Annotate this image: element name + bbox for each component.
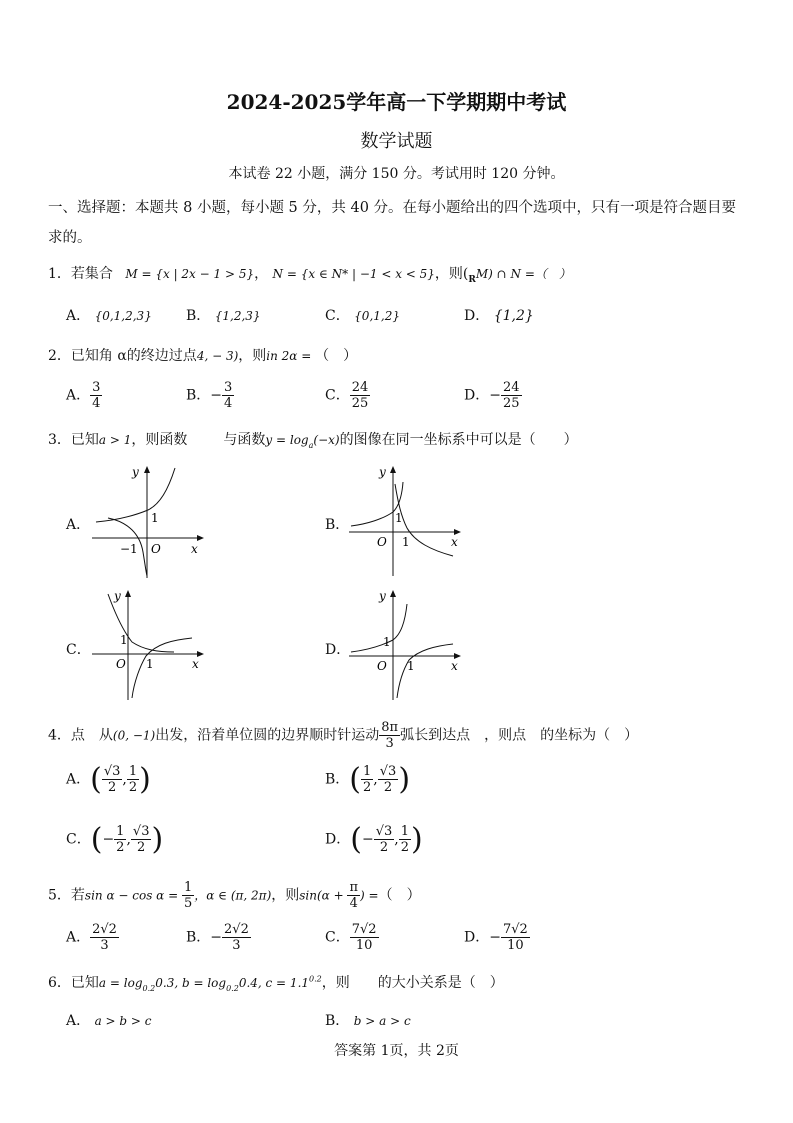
svg-text:x: x	[451, 659, 458, 673]
svg-text:x: x	[451, 535, 458, 549]
q5-option-b[interactable]: B．− $\frac{2√2}{3}$	[186, 922, 249, 953]
svg-text:O: O	[377, 659, 387, 673]
q5-option-c[interactable]: C． $\frac{7√2}{10}$	[325, 922, 377, 953]
question-4: 4．点 从(0, −1)出发，沿着单位圆的边界顺时针运动 $\frac{8\pi}{3}$ 弧长到达点 ，则点 的坐标为（ ）	[48, 720, 639, 751]
set-n: N = {x ∈ N* | −1 < x < 5}	[272, 267, 435, 281]
svg-text:y: y	[132, 465, 139, 479]
svg-text:1: 1	[151, 511, 159, 525]
svg-text:O: O	[151, 542, 161, 556]
q3-option-c[interactable]: C．	[66, 642, 91, 658]
graph-a[interactable]	[88, 462, 210, 582]
graph-d[interactable]	[345, 586, 467, 704]
q1-option-c[interactable]: C． {0,1,2}	[325, 308, 400, 324]
q3-option-b[interactable]: B．	[325, 517, 350, 533]
svg-text:y: y	[379, 465, 386, 479]
svg-text:x: x	[192, 657, 199, 671]
page-title: 2024-2025学年高一下学期期中考试	[226, 90, 567, 114]
graph-c[interactable]	[88, 586, 210, 704]
svg-text:y: y	[379, 589, 386, 603]
q6-option-b[interactable]: B． b > a > c	[325, 1013, 411, 1029]
q2-option-a[interactable]: A． $\frac{3}{4}$	[66, 380, 101, 411]
q4-option-d[interactable]: D．(− $\frac{√3}{2}$ , $\frac{1}{2}$ )	[325, 822, 423, 857]
question-3: 3．已知a > 1，则函数 与函数$y = \log_a(-x)$的图像在同一坐标系中可以是（ ）	[48, 432, 578, 450]
svg-text:1: 1	[402, 535, 410, 549]
question-6: 6．已知$a = \log_{0.2}0.3$, $b = \log_{0.2}0.4$, $c = 1.1^{0.2}$，则 的大小关系是（ ）	[48, 974, 504, 993]
q1-option-a[interactable]: A． {0,1,2,3}	[66, 308, 152, 324]
svg-text:1: 1	[383, 635, 391, 649]
svg-text:1: 1	[407, 659, 415, 673]
q5-option-a[interactable]: A． $\frac{2√2}{3}$	[66, 922, 117, 953]
page-footer: 答案第 1页，共 2页	[334, 1043, 459, 1059]
svg-text:1: 1	[395, 511, 403, 525]
svg-text:y: y	[114, 589, 121, 603]
svg-text:x: x	[191, 542, 198, 556]
section-heading: 一、选择题：本题共 8 小题，每小题 5 分，共 40 分。在每小题给出的四个选项中，只有一项是符合题目要求的。	[48, 200, 737, 246]
question-5: 5．若sin α − cos α = $\frac{1}{5}$ ，α ∈ (π, 2π)，则sin(α + $\frac{\pi}{4}$ ) =（ ）	[48, 880, 421, 911]
page-subtitle: 数学试题	[360, 131, 433, 152]
q6-option-a[interactable]: A． a > b > c	[66, 1013, 152, 1029]
q4-option-a[interactable]: A．( $\frac{√3}{2}$ , $\frac{1}{2}$ )	[66, 762, 151, 797]
graph-b[interactable]	[345, 462, 467, 582]
q1-option-d[interactable]: D． {1,2}	[464, 308, 534, 324]
exam-intro: 本试卷 22 小题，满分 150 分。考试用时 120 分钟。	[228, 166, 565, 182]
q1-option-b[interactable]: B． {1,2,3}	[186, 308, 261, 324]
q4-option-b[interactable]: B．( $\frac{1}{2}$ , $\frac{√3}{2}$ )	[325, 762, 411, 797]
q3-option-a[interactable]: A．	[66, 517, 91, 533]
q2-option-b[interactable]: B．− $\frac{3}{4}$	[186, 380, 233, 411]
q4-option-c[interactable]: C．(− $\frac{1}{2}$ , $\frac{√3}{2}$ )	[66, 822, 164, 857]
q2-option-c[interactable]: C． $\frac{24}{25}$	[325, 380, 369, 411]
svg-text:1: 1	[120, 633, 128, 647]
question-1: 1．若集合 M = {x | 2x − 1 > 5}， N = {x ∈ N* | −1 < x < 5}，则$(_RM)$ ∩ N =（ ）	[48, 266, 571, 285]
svg-text:O: O	[116, 657, 126, 671]
q2-option-d[interactable]: D．− $\frac{24}{25}$	[464, 380, 520, 411]
question-2: 2．已知角 α的终边过点4, − 3)，则in 2α = （ ）	[48, 348, 358, 364]
q5-option-d[interactable]: D．− $\frac{7√2}{10}$	[464, 922, 528, 953]
svg-text:1: 1	[146, 657, 154, 671]
svg-text:−1: −1	[120, 542, 138, 556]
set-m: M = {x | 2x − 1 > 5}	[125, 267, 255, 281]
q3-option-d[interactable]: D．	[325, 642, 351, 658]
svg-text:O: O	[377, 535, 387, 549]
